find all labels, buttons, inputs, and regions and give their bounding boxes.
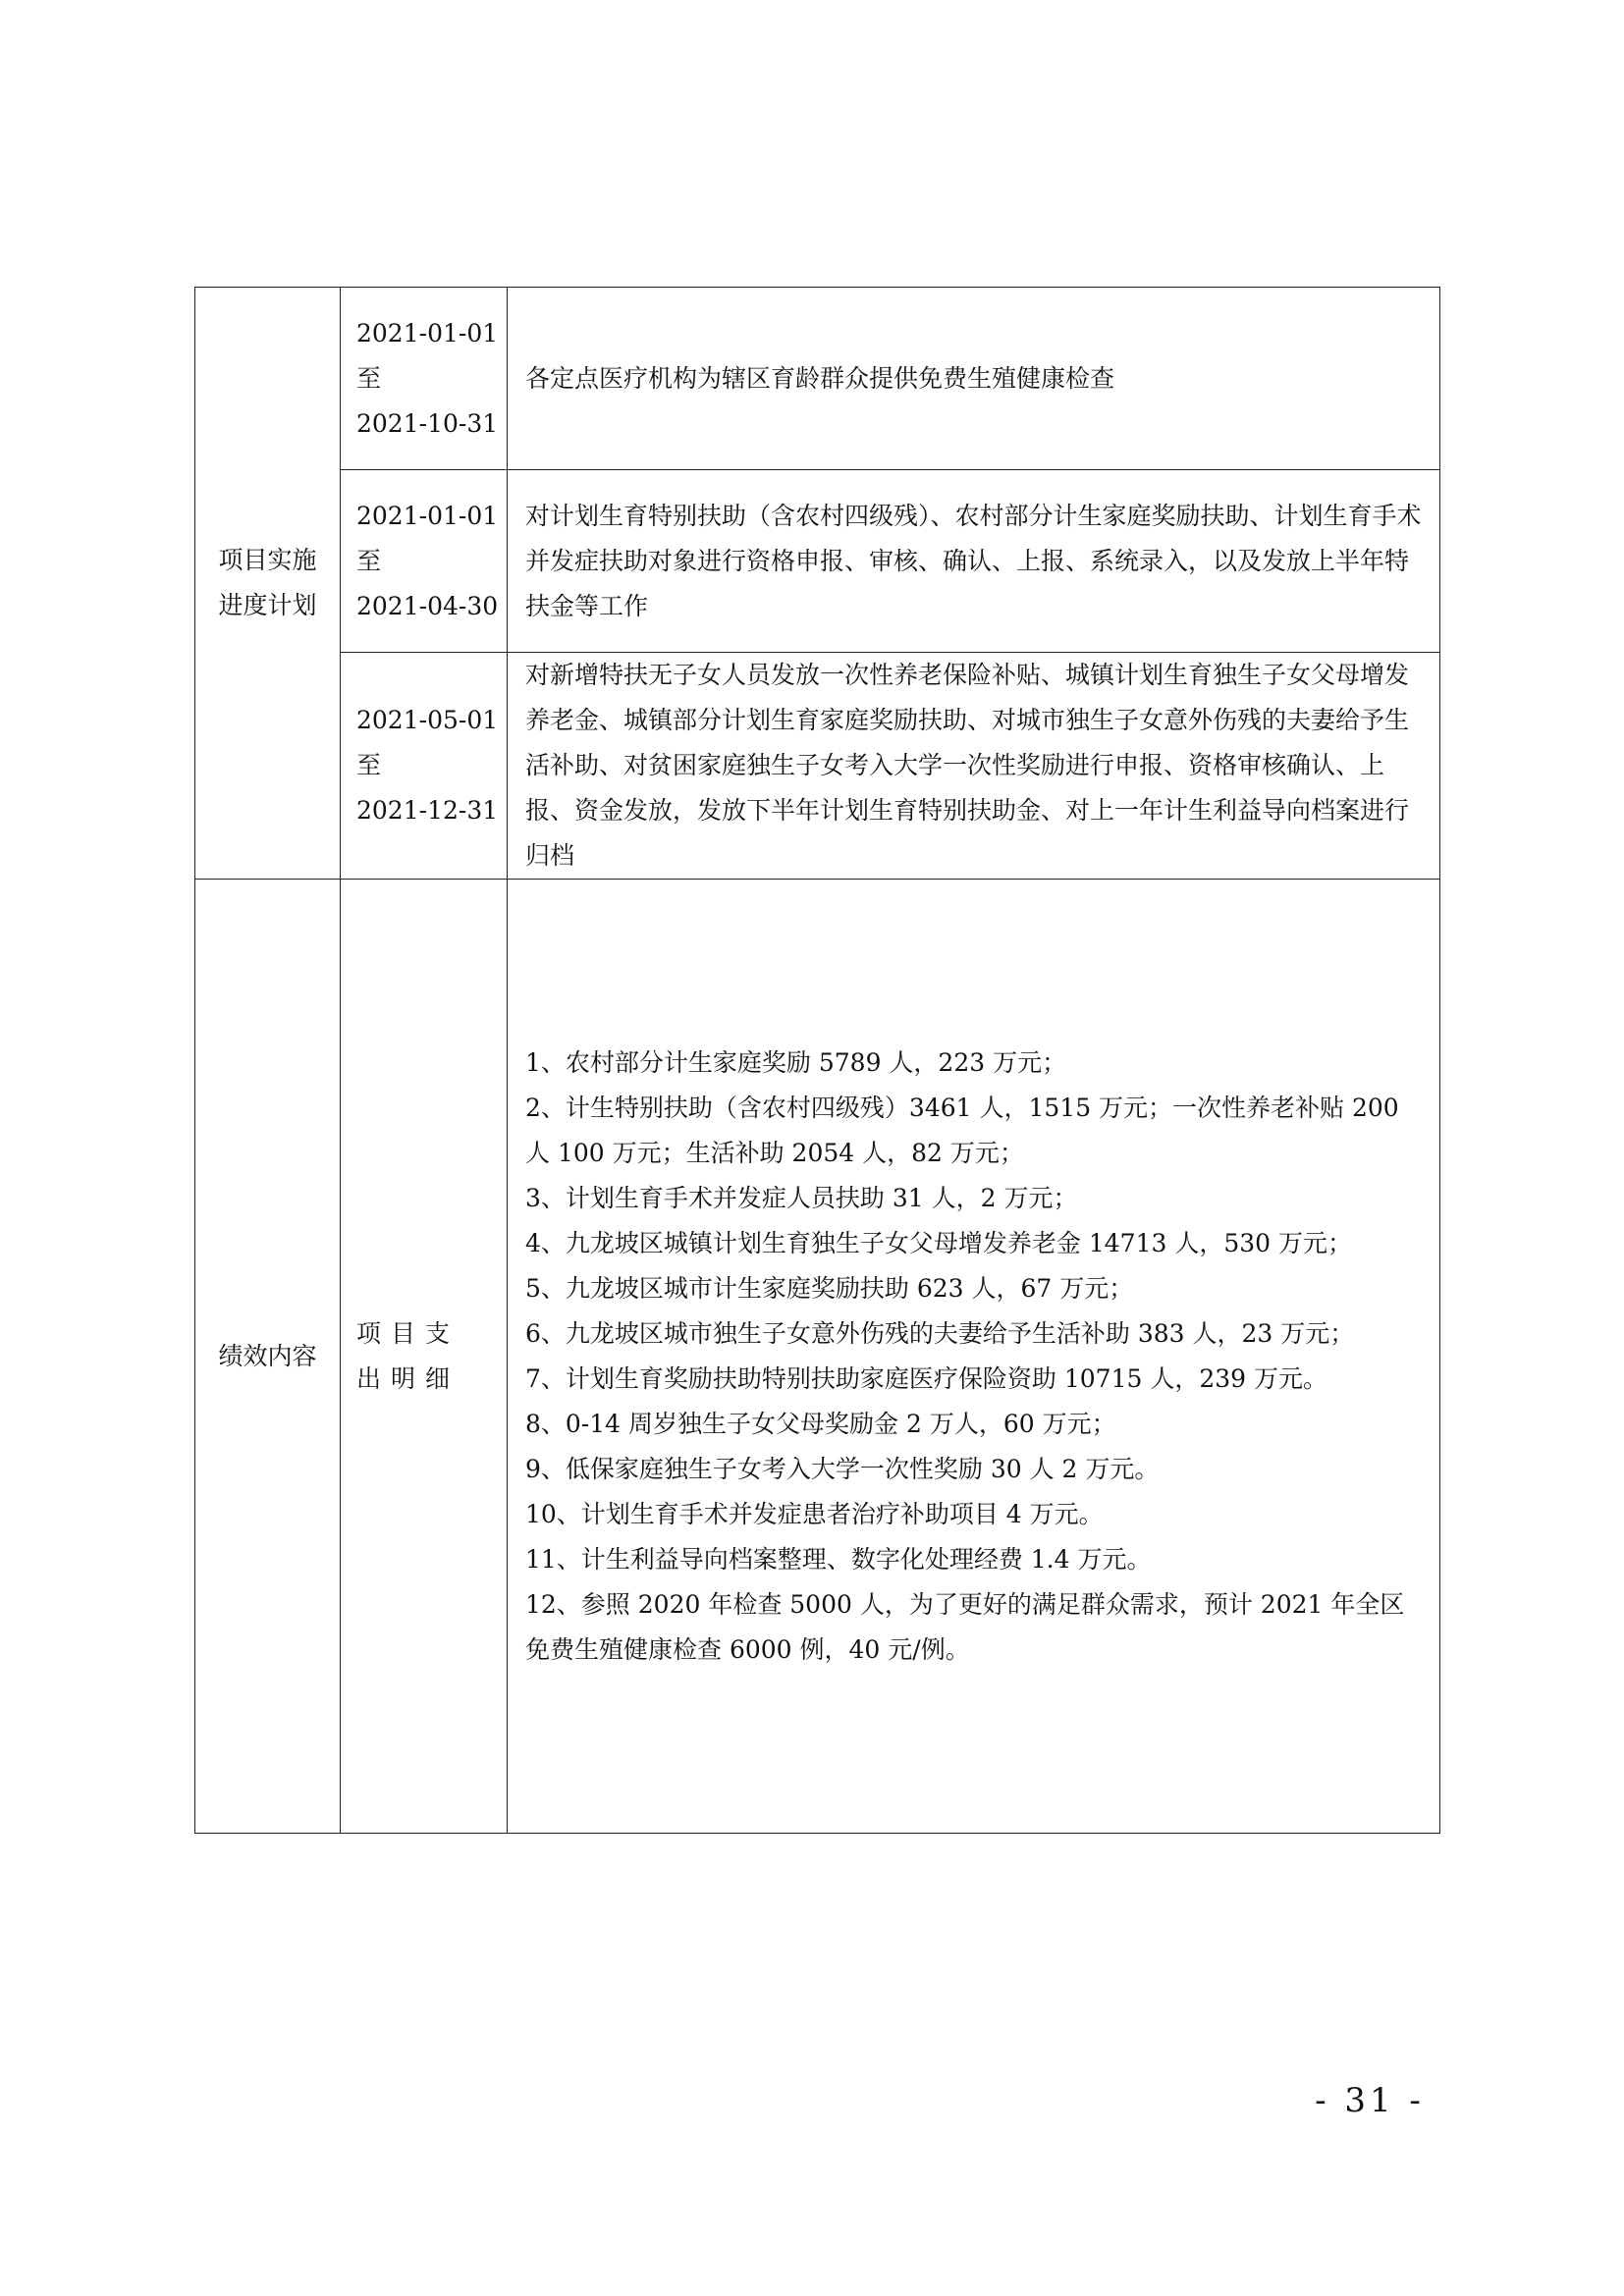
detail-item: 8、0-14 周岁独生子女父母奖励金 2 万人，60 万元；: [525, 1409, 1116, 1438]
performance-label: 绩效内容: [218, 1341, 317, 1370]
detail-item: 6、九龙坡区城市独生子女意外伤残的夫妻给予生活补助 383 人，23 万元；: [525, 1318, 1355, 1348]
date-from: 2021-01-01: [356, 501, 499, 530]
plan-description: 对计划生育特别扶助（含农村四级残）、农村部分计生家庭奖励扶助、计划生育手术并发症扶助对象进行资格申报、审核、确认、上报、系统录入，以及发放上半年特扶金等工作: [525, 501, 1422, 620]
date-to: 2021-04-30: [356, 591, 499, 620]
date-from: 2021-05-01: [356, 706, 499, 734]
plan-label-cell: [195, 288, 341, 880]
detail-item: 12、参照 2020 年检查 5000 人，为了更好的满足群众需求，预计 2021 年全区免费生殖健康检查 6000 例，40 元/例。: [525, 1589, 1405, 1664]
plan-description-cell: [508, 470, 1440, 653]
page-number: - 31 -: [1315, 2081, 1425, 2120]
date-range-cell: [341, 470, 508, 653]
plan-label-line: 进度计划: [218, 591, 317, 619]
performance-label-cell: [195, 880, 341, 1834]
date-to: 2021-10-31: [356, 408, 499, 438]
plan-description: 对新增特扶无子女人员发放一次性养老保险补贴、城镇计划生育独生子女父母增发养老金、城镇部分计划生育家庭奖励扶助、对城市独生子女意外伤残的夫妻给予生活补助、对贫困家庭独生子女考入大学一次性奖励进行申报、资格审核确认、上报、资金发放，发放下半年计划生育特别扶助金、对上一年计生利益导向档案进行归档: [525, 661, 1410, 870]
plan-description-cell: [508, 288, 1440, 470]
date-range-cell: [341, 653, 508, 880]
plan-row: [195, 288, 1440, 470]
detail-label-cell: [341, 880, 508, 1834]
plan-row: [195, 470, 1440, 653]
date-to: 2021-12-31: [356, 796, 499, 825]
plan-description-cell: [508, 653, 1440, 880]
detail-item: 1、农村部分计生家庭奖励 5789 人，223 万元；: [525, 1047, 1067, 1077]
date-separator: 至: [356, 363, 382, 393]
date-separator: 至: [356, 546, 382, 575]
detail-item: 2、计生特别扶助（含农村四级残）3461 人，1515 万元；一次性养老补贴 200 人 100 万元；生活补助 2054 人，82 万元；: [525, 1093, 1399, 1167]
detail-item: 7、计划生育奖励扶助特别扶助家庭医疗保险资助 10715 人，239 万元。: [525, 1363, 1327, 1393]
date-separator: 至: [356, 751, 382, 779]
detail-item: 5、九龙坡区城市计生家庭奖励扶助 623 人，67 万元；: [525, 1273, 1134, 1303]
detail-item: 3、计划生育手术并发症人员扶助 31 人，2 万元；: [525, 1183, 1078, 1212]
detail-items-cell: [508, 880, 1440, 1834]
project-table: [194, 287, 1440, 1834]
detail-item: 9、低保家庭独生子女考入大学一次性奖励 30 人 2 万元。: [525, 1454, 1160, 1483]
detail-label: 项目支出明细: [356, 1318, 460, 1393]
detail-item: 11、计生利益导向档案整理、数字化处理经费 1.4 万元。: [525, 1544, 1152, 1574]
plan-row: [195, 653, 1440, 880]
date-from: 2021-01-01: [356, 318, 499, 347]
detail-item: 10、计划生育手术并发症患者治疗补助项目 4 万元。: [525, 1499, 1104, 1528]
plan-label-line: 项目实施: [218, 546, 317, 574]
plan-description: 各定点医疗机构为辖区育龄群众提供免费生殖健康检查: [525, 363, 1115, 393]
date-range-cell: [341, 288, 508, 470]
performance-row: [195, 880, 1440, 1834]
detail-item: 4、九龙坡区城镇计划生育独生子女父母增发养老金 14713 人，530 万元；: [525, 1228, 1352, 1257]
